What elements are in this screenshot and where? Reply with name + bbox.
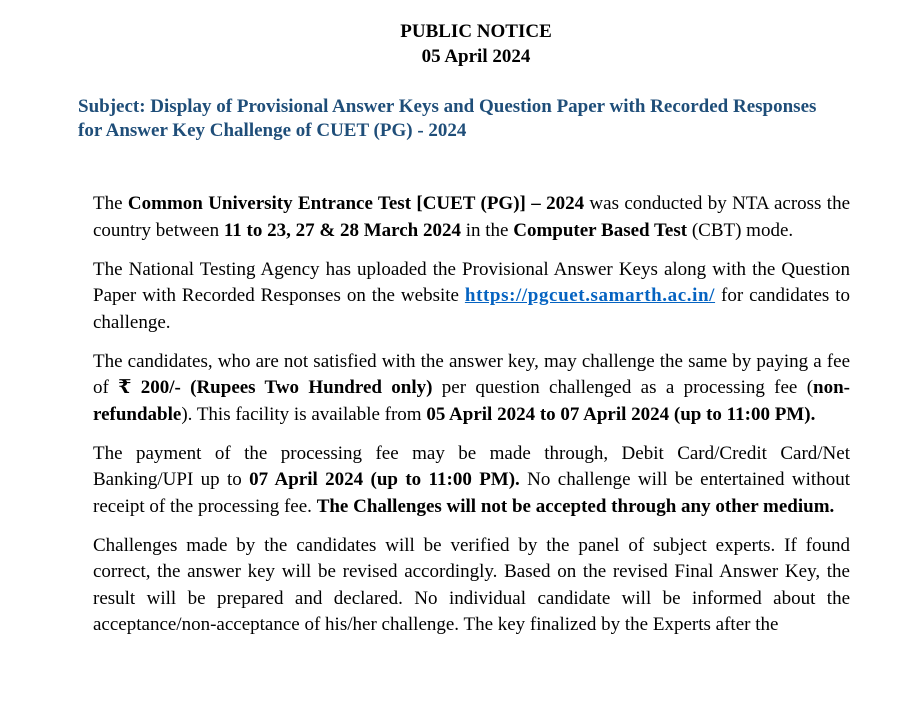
text: No challenge will be entertained without receipt of the processing fee. xyxy=(93,469,850,517)
text: per question challenged as a processing fee ( xyxy=(432,377,814,398)
subject-line-2: for Answer Key Challenge of CUET (PG) - 2024 xyxy=(78,120,467,141)
exam-dates: 11 to 23, 27 & 28 March 2024 xyxy=(223,219,461,241)
text: The xyxy=(93,193,128,214)
text: Challenges made by the candidates will be verified by the panel of subject experts. If found correct, the answer key will be revised accordingly. Based on the revised Final Answer Key, the result will be prepared and declared. No individual candidate will be informed about the acceptance/non-acceptance of his/her challenge. The key finalized by the Experts after the xyxy=(93,534,850,635)
text: (CBT) mode. xyxy=(687,219,794,241)
medium-warning: The Challenges will not be accepted through any other medium. xyxy=(316,495,835,517)
notice-date: 05 April 2024 xyxy=(421,46,531,67)
exam-name: Common University Entrance Test [CUET (PG)] – 2024 xyxy=(127,193,585,214)
notice-title: PUBLIC NOTICE xyxy=(400,21,552,42)
paragraph-upload-info xyxy=(93,257,850,337)
notice-subject xyxy=(78,95,878,143)
text: The National Testing Agency has uploaded the Provisional Answer Keys along with the Question Paper with Recorded Responses on the website xyxy=(93,258,850,306)
website-link[interactable]: https://pgcuet.samarth.ac.in/ xyxy=(464,285,716,306)
paragraph-payment xyxy=(93,441,850,521)
challenge-window: 05 April 2024 to 07 April 2024 (up to 11:00 PM). xyxy=(426,403,816,425)
text: in the xyxy=(460,219,514,241)
text: for candidates to challenge. xyxy=(93,285,851,333)
subject-line-1: Subject: Display of Provisional Answer Keys and Question Paper with Recorded Responses xyxy=(78,96,817,117)
exam-mode: Computer Based Test xyxy=(513,219,688,241)
non-refundable-label: non-refundable xyxy=(93,377,850,425)
text: The payment of the processing fee may be made through, Debit Card/Credit Card/Net Banking/UPI up to xyxy=(93,442,850,490)
notice-body xyxy=(93,191,850,651)
paragraph-exam-info xyxy=(93,191,850,244)
paragraph-challenge-fee xyxy=(93,349,850,429)
payment-deadline: 07 April 2024 (up to 11:00 PM). xyxy=(249,469,520,490)
fee-amount: ₹ 200/- (Rupees Two Hundred only) xyxy=(118,377,433,398)
text: The candidates, who are not satisfied with the answer key, may challenge the same by paying a fee of xyxy=(93,350,850,398)
text: ). This facility is available from xyxy=(181,403,427,425)
text: was conducted by NTA across the country between xyxy=(93,193,850,241)
paragraph-verification xyxy=(93,533,850,639)
